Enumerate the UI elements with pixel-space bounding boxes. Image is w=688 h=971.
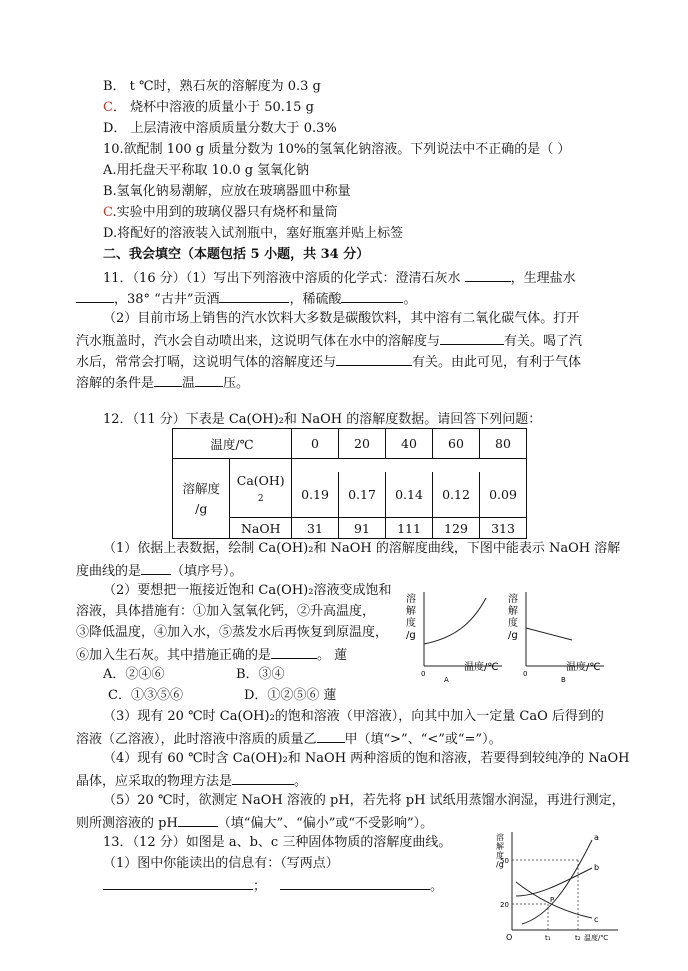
- graph-tag: B: [561, 676, 566, 684]
- graph-ylabel: 解: [496, 842, 504, 851]
- q11-text: ，38° “古井”贡酒: [114, 292, 220, 307]
- graph-tick-50: 50: [500, 857, 509, 865]
- blank-pressure[interactable]: [440, 331, 504, 345]
- table-label-sub: 2: [257, 494, 264, 504]
- abc-solubility-graph: [494, 826, 622, 944]
- q12-p3-line-1: （3）现有 20 ℃时 Ca(OH)₂的饱和溶液（甲溶液），向其中加入一定量 CaO 后得到的: [103, 709, 604, 724]
- graph-ylabel: 溶: [508, 594, 518, 605]
- q12-p2-line-3: ③降低温度，④加入水，⑤蒸发水后再恢复到原温度，: [76, 625, 389, 640]
- q12-text: 。 蓮: [317, 648, 348, 663]
- table-temp-cell: 80: [480, 429, 527, 459]
- q12-p4-line-2: [76, 771, 307, 791]
- table-value-cell: 0.19: [292, 472, 339, 518]
- table-label-text: 溶解度: [182, 480, 220, 496]
- graph-ylabel: 溶: [406, 594, 416, 605]
- q12-p3-line-2: [76, 729, 502, 749]
- q12-stem: 12．（11 分）下表是 Ca(OH)₂和 NaOH 的溶解度数据。请回答下列问题：: [103, 412, 542, 427]
- table-temp-cell: 20: [339, 429, 386, 459]
- q13-stem: 13．（12 分）如图是 a、b、c 三种固体物质的溶解度曲线。: [103, 835, 452, 850]
- blank-sulfuric-acid[interactable]: [341, 289, 403, 303]
- q13-text: 。: [430, 879, 444, 894]
- curve-a: [522, 840, 592, 924]
- q11-text: 有关。喝了汽: [504, 334, 583, 349]
- q12-p2-line-2: 溶液，具体措施有：①加入氢氧化钙，②升高温度，: [76, 604, 376, 619]
- q12-p1-line-2: [76, 561, 243, 581]
- q11-text: 压。: [223, 376, 250, 391]
- table-value-cell: 31: [292, 518, 339, 539]
- q11-line-4: [76, 331, 582, 351]
- q12-option-b: B．③④: [236, 667, 285, 682]
- q12-text: 则所测溶液的 pH: [76, 816, 178, 831]
- blank-method[interactable]: [232, 771, 294, 785]
- blank-temperature[interactable]: [336, 352, 412, 366]
- solubility-table: [172, 428, 527, 539]
- q10-stem: 10.欲配制 100 g 质量分数为 10%的氢氧化钠溶液。下列说法中不正确的是（ ）: [103, 142, 571, 157]
- q11-line-6: [76, 373, 249, 393]
- graph-ylabel: /g: [496, 860, 504, 869]
- q11-line-3: （2）目前市场上销售的汽水饮料大多数是碳酸饮料，其中溶有二氧化碳气体。打开: [103, 311, 580, 326]
- q12-text: 度曲线的是: [76, 564, 142, 579]
- q11-text: 11．（16 分）（1）写出下列溶液中溶质的化学式：澄清石灰水: [103, 271, 461, 286]
- q9-option-d: D． 上层清液中溶质质量分数大于 0.3%: [103, 121, 337, 136]
- section-title: 二、我会填空（本题包括 5 小题，共 34 分）: [103, 247, 370, 262]
- graph-origin: O: [506, 933, 513, 942]
- q12-text: ⑥加入生石灰。其中措施正确的是: [76, 648, 272, 663]
- graph-ylabel: 溶: [496, 833, 504, 842]
- graph-tick-t2: t₂: [575, 934, 581, 942]
- q10-option-c: [103, 204, 338, 222]
- q12-p2-line-1: （2）要想把一瓶接近饱和 Ca(OH)₂溶液变成饱和: [103, 583, 392, 598]
- graph-curve: [424, 598, 486, 644]
- blank-measures[interactable]: [271, 645, 317, 659]
- q10-option-c-text: .实验中用到的玻璃仪器只有烧杯和量筒: [112, 205, 338, 220]
- q13-text: ；: [253, 879, 267, 894]
- q13-answer-line: [103, 876, 443, 896]
- q11-text: 水后，常常会打嗝，这说明气体的溶解度还与: [76, 355, 337, 370]
- q12-text: （填“偏大”、“偏小”或“不受影响”）。: [217, 816, 434, 831]
- graph-ylabel: 度: [406, 618, 416, 629]
- table-temp-cell: 60: [433, 429, 480, 459]
- table-label-text: /g: [195, 500, 208, 516]
- table-temp-cell: 40: [386, 429, 433, 459]
- q11-line-2: [76, 289, 417, 309]
- q12-p1-line-1: （1）依据上表数据，绘制 Ca(OH)₂和 NaOH 的溶解度曲线，下图中能表示 NaOH 溶解: [103, 541, 621, 556]
- graph-origin: 0: [523, 670, 528, 678]
- table-value-cell: 313: [480, 518, 527, 539]
- blank-compare[interactable]: [317, 729, 345, 743]
- q13-p1: （1）图中你能读出的信息有：（写两点）: [103, 856, 339, 871]
- table-value-cell: 129: [433, 518, 480, 539]
- table-label-text: Ca(OH): [236, 473, 285, 488]
- intersection-label-p: P: [550, 896, 555, 904]
- blank-limewater[interactable]: [465, 268, 511, 282]
- curve-label-c: c: [594, 915, 599, 924]
- q10-option-a: A.用托盘天平称取 10.0 g 氢氧化钠: [103, 163, 310, 178]
- graph-xlabel: 温度/℃: [584, 934, 609, 942]
- blank-info-1[interactable]: [103, 876, 253, 890]
- q12-option-d: D．①②⑤⑥ 蓮: [244, 688, 337, 703]
- q12-text: 。: [294, 774, 308, 789]
- graph-ylabel: 度: [508, 618, 518, 629]
- q9-option-c-text: ． 烧杯中溶液的质量小于 50.15 g: [112, 100, 314, 115]
- table-value-cell: 0.14: [386, 472, 433, 518]
- table-naoh-label: NaOH: [230, 518, 292, 539]
- blank-liquor[interactable]: [219, 289, 289, 303]
- q11-text: 有关。由此可见，有利于气体: [412, 355, 582, 370]
- q11-text: ，稀硫酸: [289, 292, 342, 307]
- table-header-temp: 温度/℃: [173, 429, 292, 459]
- blank-temp-condition[interactable]: [154, 373, 182, 387]
- q12-p4-line-1: （4）现有 60 ℃时含 Ca(OH)₂和 NaOH 两种溶质的饱和溶液，若要得到较纯净的 NaOH: [103, 751, 630, 766]
- q12-p2-line-4: [76, 645, 347, 665]
- solubility-graph-b: [506, 584, 606, 684]
- q11-text: 汽水瓶盖时，汽水会自动喷出来，这说明气体在水中的溶解度与: [76, 334, 441, 349]
- curve-label-b: b: [594, 863, 600, 872]
- q11-line-1: [103, 268, 576, 288]
- table-value-cell: 0.17: [339, 472, 386, 518]
- table-value-cell: 91: [339, 518, 386, 539]
- graph-ylabel: 度: [496, 851, 504, 860]
- q11-text: 。: [403, 292, 417, 307]
- q12-option-c: C．①③⑤⑥: [108, 688, 183, 703]
- curve-label-a: a: [594, 833, 599, 842]
- table-value-cell: 0.09: [480, 472, 527, 518]
- table-temp-cell: 0: [292, 429, 339, 459]
- table-value-cell: 111: [386, 518, 433, 539]
- blank-info-2[interactable]: [280, 876, 430, 890]
- graph-tick-t1: t₁: [545, 934, 551, 942]
- graph-tick-20: 20: [500, 901, 509, 909]
- graph-line: [526, 628, 572, 640]
- q9-option-b: B． t ℃时，熟石灰的溶解度为 0.3 g: [103, 79, 321, 94]
- graph-ylabel: /g: [406, 630, 416, 641]
- curve-b: [516, 868, 592, 896]
- q9-option-c: [103, 99, 314, 117]
- q11-text: 溶解的条件是: [76, 376, 155, 391]
- graph-ylabel: 解: [406, 606, 416, 617]
- graph-xlabel: 温度/℃: [566, 662, 601, 673]
- graph-ylabel: 解: [508, 606, 518, 617]
- table-value-cell: 0.12: [433, 472, 480, 518]
- table-solubility-label: [173, 459, 230, 539]
- q10-option-b: B.氢氧化钠易潮解，应放在玻璃器皿中称量: [103, 184, 351, 199]
- graph-ylabel: /g: [508, 630, 518, 641]
- table-caoh-label: [230, 459, 292, 518]
- q11-text: ，生理盐水: [510, 271, 576, 286]
- q12-option-a: A．②④⑥: [103, 667, 165, 682]
- blank-curve-choice[interactable]: [141, 561, 171, 575]
- solubility-graph-a: [404, 584, 504, 684]
- graph-origin: 0: [421, 670, 426, 678]
- blank-ph-effect[interactable]: [178, 813, 218, 827]
- blank-saline[interactable]: [76, 289, 114, 303]
- blank-pressure-condition[interactable]: [195, 373, 223, 387]
- q12-p5-line-2: [76, 813, 433, 833]
- q12-text: 晶体，应采取的物理方法是: [76, 774, 233, 789]
- q11-line-5: [76, 352, 581, 372]
- q11-text: 温: [182, 376, 196, 391]
- graph-tag: A: [444, 676, 449, 684]
- q12-text: 溶液（乙溶液），此时溶液中溶质的质量乙: [76, 732, 317, 747]
- q12-text: （填序号）。: [171, 564, 243, 579]
- graph-xlabel: 温度/℃: [464, 662, 499, 673]
- q12-p5-line-1: （5）20 ℃时，欲测定 NaOH 溶液的 pH，若先将 pH 试纸用蒸馏水润湿，再进行测定，: [103, 793, 625, 808]
- option-letter: C: [103, 205, 113, 220]
- option-letter: C: [103, 100, 113, 115]
- q12-text: 甲（填“>”、“<”或“=”）。: [344, 732, 502, 747]
- q10-option-d: D.将配好的溶液装入试剂瓶中，塞好瓶塞并贴上标签: [103, 226, 404, 241]
- table-spacer: [292, 459, 527, 472]
